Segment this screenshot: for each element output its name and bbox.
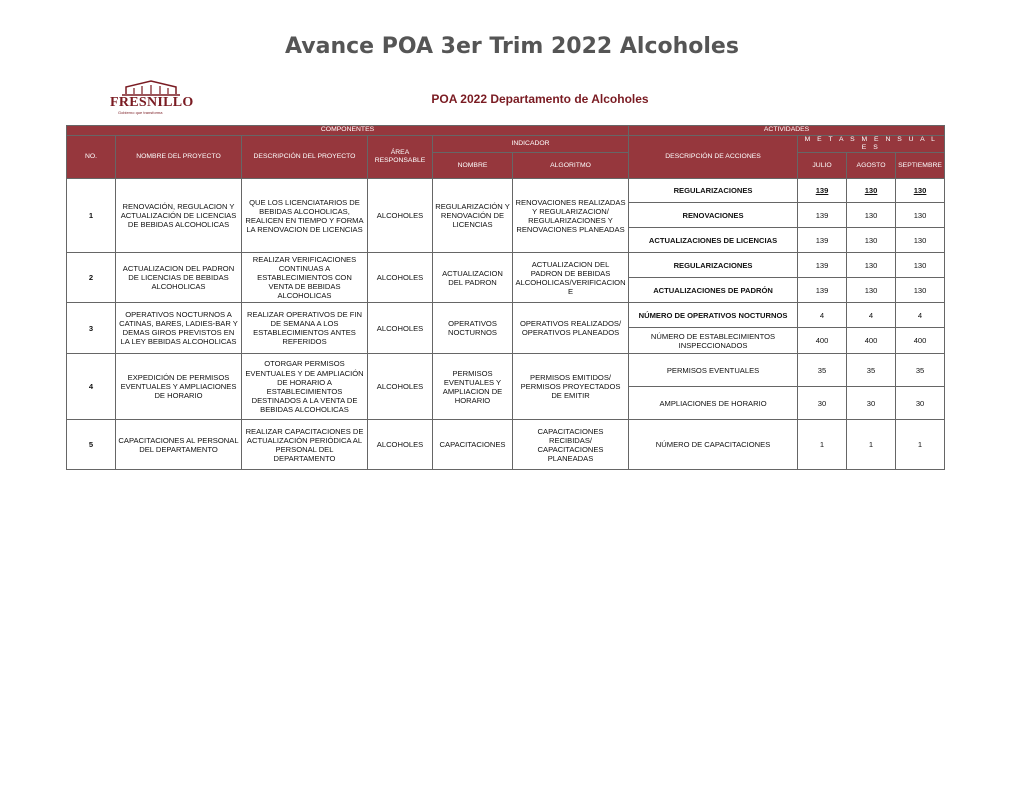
algoritmo-header: ALGORITMO	[513, 153, 629, 179]
actividades-header: ACTIVIDADES	[629, 126, 945, 136]
goal-julio: 139	[798, 203, 847, 228]
project-name: OPERATIVOS NOCTURNOS A CATINAS, BARES, LADIES-BAR Y DEMAS GIROS PREVISTOS EN LA LEY BEBIDAS ALCOHOLICAS	[116, 303, 242, 354]
nombre-proyecto-header: NOMBRE DEL PROYECTO	[116, 136, 242, 179]
indicator-name: OPERATIVOS NOCTURNOS	[433, 303, 513, 354]
table-row	[67, 303, 945, 328]
indicator-algorithm: RENOVACIONES REALIZADAS Y REGULARIZACION/ REGULARIZACIONES Y RENOVACIONES PLANEADAS	[513, 179, 629, 253]
goal-agosto: 400	[847, 328, 896, 354]
logo-wordmark: FRESNILLO	[110, 95, 194, 110]
building-icon	[116, 80, 186, 96]
table-row	[67, 420, 945, 470]
project-description: QUE LOS LICENCIATARIOS DE BEBIDAS ALCOHOLICAS, REALICEN EN TIEMPO Y FORMA LA RENOVACION DE LICENCIAS	[242, 179, 368, 253]
goal-agosto: 1	[847, 420, 896, 470]
project-area: ALCOHOLES	[368, 420, 433, 470]
goal-agosto: 130	[847, 278, 896, 303]
project-area: ALCOHOLES	[368, 354, 433, 420]
goal-julio: 35	[798, 354, 847, 387]
julio-header: JULIO	[798, 153, 847, 179]
document-title: Avance POA 3er Trim 2022 Alcoholes	[285, 34, 739, 59]
goal-julio: 30	[798, 387, 847, 420]
goal-julio: 1	[798, 420, 847, 470]
indicator-name: CAPACITACIONES	[433, 420, 513, 470]
project-description: REALIZAR VERIFICACIONES CONTINUAS A ESTABLECIMIENTOS CON VENTA DE BEBIDAS ALCOHOLICAS	[242, 253, 368, 303]
indicator-name: REGULARIZACIÓN Y RENOVACIÓN DE LICENCIAS	[433, 179, 513, 253]
project-no: 5	[67, 420, 116, 470]
action-description: REGULARIZACIONES	[629, 179, 798, 203]
metas-header: M E T A S M E N S U A L E S	[798, 136, 945, 153]
project-name: EXPEDICIÓN DE PERMISOS EVENTUALES Y AMPLIACIONES DE HORARIO	[116, 354, 242, 420]
table-row	[67, 179, 945, 203]
goal-septiembre: 130	[896, 253, 945, 278]
project-area: ALCOHOLES	[368, 303, 433, 354]
goal-septiembre: 130	[896, 278, 945, 303]
indicator-name: PERMISOS EVENTUALES Y AMPLIACION DE HORARIO	[433, 354, 513, 420]
septiembre-header: SEPTIEMBRE	[896, 153, 945, 179]
goal-julio: 139	[798, 253, 847, 278]
agosto-header: AGOSTO	[847, 153, 896, 179]
action-description: AMPLIACIONES DE HORARIO	[629, 387, 798, 420]
descripcion-proyecto-header: DESCRIPCIÓN DEL PROYECTO	[242, 136, 368, 179]
goal-agosto: 130	[847, 203, 896, 228]
indicator-algorithm: OPERATIVOS REALIZADOS/ OPERATIVOS PLANEADOS	[513, 303, 629, 354]
project-no: 1	[67, 179, 116, 253]
action-description: NÚMERO DE ESTABLECIMIENTOS INSPECCIONADOS	[629, 328, 798, 354]
area-header: ÁREA RESPONSABLE	[368, 136, 433, 179]
action-description: NÚMERO DE CAPACITACIONES	[629, 420, 798, 470]
goal-septiembre: 400	[896, 328, 945, 354]
descripcion-acciones-header: DESCRIPCIÓN DE ACCIONES	[629, 136, 798, 179]
goal-julio: 139	[798, 278, 847, 303]
goal-septiembre: 130	[896, 179, 945, 203]
indicator-algorithm: PERMISOS EMITIDOS/ PERMISOS PROYECTADOS DE EMITIR	[513, 354, 629, 420]
project-description: REALIZAR CAPACITACIONES DE ACTUALIZACIÓN PERIÓDICA AL PERSONAL DEL DEPARTAMENTO	[242, 420, 368, 470]
project-area: ALCOHOLES	[368, 179, 433, 253]
indicator-algorithm: ACTUALIZACION DEL PADRON DE BEBIDAS ALCOHOLICAS/VERIFICACION E	[513, 253, 629, 303]
project-description: REALIZAR OPERATIVOS DE FIN DE SEMANA A LOS ESTABLECIMIENTOS ANTES REFERIDOS	[242, 303, 368, 354]
indicador-nombre-header: NOMBRE	[433, 153, 513, 179]
project-no: 3	[67, 303, 116, 354]
goal-agosto: 130	[847, 228, 896, 253]
fresnillo-logo	[110, 80, 194, 116]
poa-table	[66, 125, 945, 470]
goal-septiembre: 130	[896, 203, 945, 228]
goal-julio: 139	[798, 228, 847, 253]
project-description: OTORGAR PERMISOS EVENTUALES Y DE AMPLIACIÓN DE HORARIO A ESTABLECIMIENTOS DESTINADOS A LA VENTA DE BEBIDAS ALCOHOLICAS	[242, 354, 368, 420]
action-description: PERMISOS EVENTUALES	[629, 354, 798, 387]
goal-agosto: 130	[847, 179, 896, 203]
logo-tagline: Gobierno que transforma	[118, 110, 163, 115]
goal-agosto: 4	[847, 303, 896, 328]
action-description: ACTUALIZACIONES DE PADRÓN	[629, 278, 798, 303]
project-name: ACTUALIZACION DEL PADRON DE LICENCIAS DE BEBIDAS ALCOHOLICAS	[116, 253, 242, 303]
project-no: 4	[67, 354, 116, 420]
goal-julio: 400	[798, 328, 847, 354]
project-name: CAPACITACIONES AL PERSONAL DEL DEPARTAMENTO	[116, 420, 242, 470]
table-row	[67, 354, 945, 387]
goal-julio: 4	[798, 303, 847, 328]
goal-agosto: 30	[847, 387, 896, 420]
goal-septiembre: 1	[896, 420, 945, 470]
table-row	[67, 253, 945, 278]
goal-septiembre: 35	[896, 354, 945, 387]
goal-septiembre: 4	[896, 303, 945, 328]
action-description: ACTUALIZACIONES DE LICENCIAS	[629, 228, 798, 253]
project-area: ALCOHOLES	[368, 253, 433, 303]
action-description: RENOVACIONES	[629, 203, 798, 228]
goal-septiembre: 130	[896, 228, 945, 253]
page-subtitle: POA 2022 Departamento de Alcoholes	[431, 92, 649, 106]
goal-agosto: 35	[847, 354, 896, 387]
action-description: NÚMERO DE OPERATIVOS NOCTURNOS	[629, 303, 798, 328]
indicador-header: INDICADOR	[433, 136, 629, 153]
indicator-name: ACTUALIZACION DEL PADRON	[433, 253, 513, 303]
no-header: NO.	[67, 136, 116, 179]
action-description: REGULARIZACIONES	[629, 253, 798, 278]
goal-agosto: 130	[847, 253, 896, 278]
goal-julio: 139	[798, 179, 847, 203]
goal-septiembre: 30	[896, 387, 945, 420]
project-name: RENOVACIÓN, REGULACION Y ACTUALIZACIÓN DE LICENCIAS DE BEBIDAS ALCOHOLICAS	[116, 179, 242, 253]
indicator-algorithm: CAPACITACIONES RECIBIDAS/ CAPACITACIONES PLANEADAS	[513, 420, 629, 470]
project-no: 2	[67, 253, 116, 303]
componentes-header: COMPONENTES	[67, 126, 629, 136]
